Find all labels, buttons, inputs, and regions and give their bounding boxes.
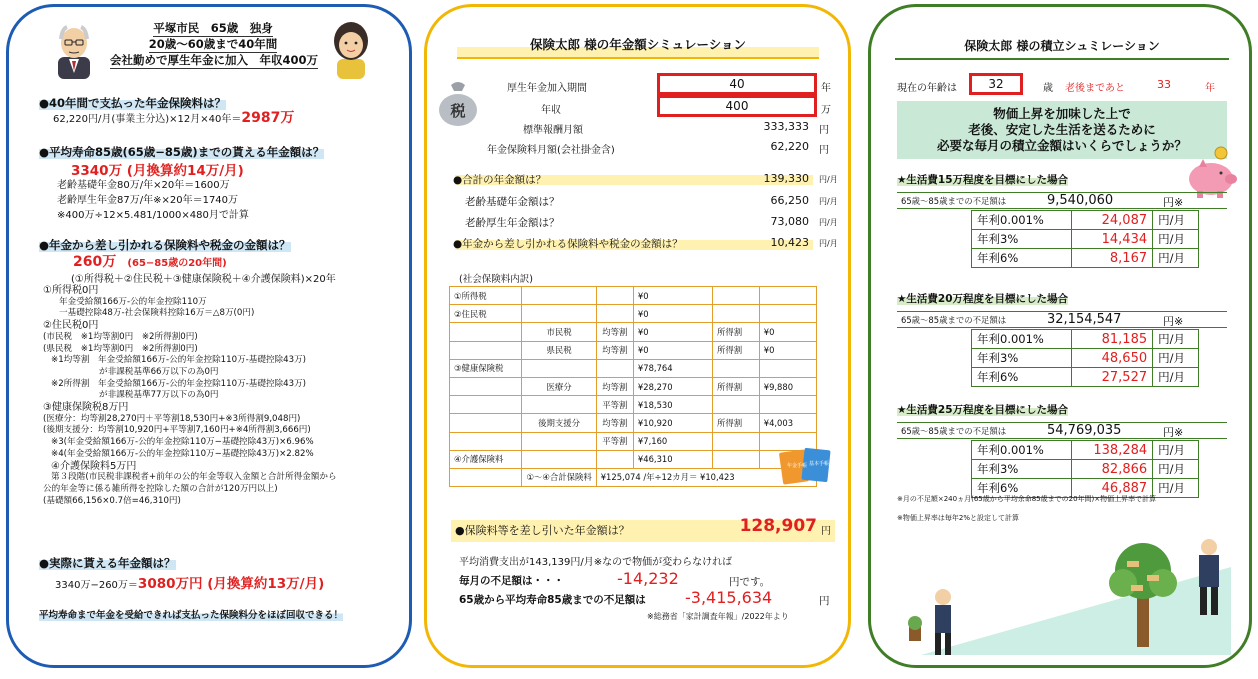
pension-books-icon [779,445,833,485]
monthly-shortfall-value: -14,232 [617,569,679,588]
total-shortfall-label: 65歳から平均寿命85歳までの不足額は [459,594,646,606]
deduction-unit: 円/月 [819,239,838,248]
rate-unit: 円/月 [1153,349,1199,368]
basic-pension-unit: 円/月 [819,197,838,206]
age-unit: 歳 [1043,83,1053,94]
social-cell: ¥18,530 [633,396,712,414]
social-cell: ¥0 [633,305,712,323]
rate-label: 年利0.001% [972,211,1072,230]
health-tax-line-4: ※4(年金受給額166万-公的年金控除110万−基礎控除43万)×2.82% [51,448,314,459]
income-tax-heading: ①所得税0円 [43,285,99,296]
rate-table [971,210,1199,268]
rate-label: 年利6% [972,479,1072,498]
shortage-suffix: 円※ [1163,315,1184,328]
rate-value: 138,284 [1071,441,1153,460]
social-cell [759,305,816,323]
premium-unit: 円 [819,145,829,156]
rate-unit: 円/月 [1153,441,1199,460]
social-cell: 県民税 [522,341,596,359]
q1-formula: 62,220円/月(事業主分込)×12月×40年＝ [53,114,242,125]
care-insurance-line-2: 公的年金等に係る雑所得を控除した額の合計が120万円以上) [43,483,278,494]
input-label-period: 厚生年金加入期間 [507,83,587,94]
tax-bag-icon [437,77,479,127]
rate-row [972,368,1199,387]
rate-label: 年利3% [972,230,1072,249]
social-cell [450,432,522,450]
social-cell: 所得割 [712,323,759,341]
rate-value: 82,866 [1071,460,1153,479]
shortage-label: 65歳〜85歳までの不足額は [901,426,1007,436]
monthly-shortfall-label: 毎月の不足額は・・・ [459,575,564,587]
social-cell [759,287,816,305]
social-cell: ¥0 [759,341,816,359]
middle-panel [424,4,851,668]
social-cell [522,305,596,323]
money-tree-illustration [891,527,1241,665]
shortage-suffix: 円※ [1163,196,1184,209]
social-cell: ¥28,270 [633,377,712,395]
social-cell: 医療分 [522,377,596,395]
q2-line-2: 老齢厚生年金87万/年※×20年＝1740万 [57,195,239,206]
question-banner [897,101,1227,159]
social-cell: ¥0 [633,287,712,305]
rate-value: 48,650 [1071,349,1153,368]
rate-value: 8,167 [1071,249,1153,268]
social-cell: ¥46,310 [633,450,712,468]
tax-icon-label: 税 [450,102,466,120]
social-cell [596,287,633,305]
social-cell [522,359,596,377]
social-cell: ¥9,880 [759,377,816,395]
social-cell [759,396,816,414]
deduction-value: 10,423 [770,236,809,249]
social-cell: ¥4,003 [759,414,816,432]
social-cell [712,450,759,468]
social-cell [712,305,759,323]
basic-pension-label: 老齢基礎年金額は？ [465,196,560,208]
resident-tax-line-4: が非課税基準66万以下の為0円 [99,366,219,377]
social-cell: ¥0 [633,341,712,359]
rate-label: 年利0.001% [972,330,1072,349]
profile-line-1: 平塚市民 65歳 独身 [153,21,273,35]
shortage-label: 65歳〜85歳までの不足額は [901,315,1007,325]
social-cell: ④介護保険料 [450,450,522,468]
rate-unit: 円/月 [1153,330,1199,349]
total-shortfall-value: -3,415,634 [685,588,773,607]
standard-pay-label: 標準報酬月額 [523,125,583,136]
social-cell [522,450,596,468]
social-cell: 市民税 [522,323,596,341]
health-tax-line-2: (後期支援分：均等割10,920円+平等割7,160円+※4所得割3,666円) [43,425,311,436]
social-row [450,287,817,305]
resident-tax-line-2: (県民税 ※1均等割0円 ※2所得割0円) [43,343,198,354]
q4-formula: 3340万−260万＝ [55,580,138,591]
net-pension-unit: 円 [821,526,831,537]
rate-row [972,441,1199,460]
rate-row [972,460,1199,479]
q3-result-note: (65−85歳の20年間) [127,258,227,269]
resident-tax-line-6: が非課税基準77万以下の為0円 [99,390,219,401]
simulation-title: 保険太郎 様の年金額シミュレーション [457,35,819,59]
footnote-2: ※物価上昇率は毎年2%と設定して計算 [897,514,1019,522]
book-label-1: 年金手帳 [787,463,808,469]
shortage-value: 54,769,035 [1047,423,1122,438]
social-cell [450,341,522,359]
social-row [450,450,817,468]
banner-line-3: 必要な毎月の積立金額はいくらでしょうか？ [937,138,1187,153]
social-cell: 均等割 [596,377,633,395]
rate-unit: 円/月 [1153,460,1199,479]
rate-row [972,230,1199,249]
rate-label: 年利6% [972,249,1072,268]
years-left-value: 33 [1157,78,1171,91]
employee-pension-label: 老齢厚生年金額は？ [465,217,560,229]
social-row [450,414,817,432]
social-cell: ¥78,764 [633,359,712,377]
piggy-bank-icon [1183,145,1241,199]
social-row [450,377,817,395]
years-left-label: 老後まであと [1065,83,1125,94]
plan-title: ★生活費15万程度を目標にした場合 [897,174,1069,186]
health-tax-heading: ③健康保険税8万円 [43,402,129,414]
rate-label: 年利3% [972,460,1072,479]
social-cell [759,359,816,377]
resident-tax-line-1: (市民税 ※1均等割0円 ※2所得割0円) [43,331,198,342]
social-cell: ¥125,074 /年÷12カ月＝ ¥10,423 [596,468,816,486]
rate-table [971,440,1199,498]
net-pension-label: ●保険料等を差し引いた年金額は？ [455,524,630,537]
left-footer-note: 平均寿命まで年金を受給できれば支払った保険料分をほぼ回収できる！ [39,610,344,621]
health-tax-line-3: ※3(年金受給額166万-公的年金控除110万−基礎控除43万)×6.96% [51,437,314,448]
book-label-2: 基本手帳 [809,461,830,467]
social-cell [450,468,522,486]
total-shortfall-unit: 円 [819,595,830,607]
rate-value: 14,434 [1071,230,1153,249]
social-row [450,323,817,341]
social-cell: ③健康保険税 [450,359,522,377]
monthly-shortfall-unit: 円です。 [729,576,771,588]
right-panel [868,4,1252,668]
social-cell: ¥0 [633,323,712,341]
elderly-man-icon [51,21,97,79]
input-label-income: 年収 [541,105,561,116]
rate-row [972,211,1199,230]
resident-tax-line-3: ※1均等割 年金受給額166万-公的年金控除110万-基礎控除43万) [51,355,307,366]
plan-title: ★生活費20万程度を目標にした場合 [897,293,1069,305]
social-insurance-table [449,286,817,487]
social-cell: 所得割 [712,414,759,432]
q1-result: 2987万 [241,110,295,126]
q1-heading: ●40年間で支払った年金保険料は？ [39,96,227,110]
years-left-unit: 年 [1205,83,1215,94]
social-cell: 所得割 [712,377,759,395]
plan-title: ★生活費25万程度を目標にした場合 [897,404,1069,416]
rate-unit: 円/月 [1153,249,1199,268]
shortage-value: 9,540,060 [1047,193,1114,208]
age-label: 現在の年齢は [897,83,957,94]
social-cell: 平等割 [596,432,633,450]
spending-note: 平均消費支出が143,139円/月※なので物価が変わらなければ [459,557,733,568]
total-pension-label: ●合計の年金額は？ [453,174,547,186]
rate-value: 46,887 [1071,479,1153,498]
profile-line-2: 20歳〜60歳まで40年間 [148,37,278,51]
rate-unit: 円/月 [1153,479,1199,498]
health-tax-line-1: (医療分：均等割28,270円＋平等割18,530円+※3所得割9,048円) [43,413,301,424]
input-unit-income: 万 [821,105,831,116]
q4-heading: ●実際に貰える年金額は？ [39,556,176,570]
social-cell [596,305,633,323]
social-row [450,432,817,450]
rate-label: 年利6% [972,368,1072,387]
banner-line-2: 老後、安定した生活を送るために [968,122,1156,137]
social-cell [450,396,522,414]
rate-label: 年利3% [972,349,1072,368]
q2-line-1: 老齢基礎年金80万/年×20年＝1600万 [57,180,230,191]
social-cell: ①〜④合計保険料 [522,468,596,486]
social-cell [712,287,759,305]
care-insurance-line-1: 第３段階(市民税非課税者+前年の公的年金等収入金額と合計所得金額から [51,472,337,483]
social-cell [596,450,633,468]
standard-pay-unit: 円 [819,125,829,136]
input-period[interactable]: 40 [657,73,817,95]
social-cell: 平等割 [596,396,633,414]
social-cell [522,396,596,414]
q3-heading: ●年金から差し引かれる保険料や税金の金額は？ [39,238,291,252]
q2-line-3: ※400万÷12×5.481/1000×480月で計算 [57,210,249,221]
q3-formula: (①所得税＋②住民税＋③健康保険税＋④介護保険料)×20年 [71,274,336,285]
social-cell [522,432,596,450]
resident-tax-line-5: ※2所得割 年金受給額166万-公的年金控除110万-基礎控除43万) [51,378,307,389]
q4-result: 3080万円 (月換算約13万/月) [137,576,325,592]
basic-pension-value: 66,250 [770,194,809,207]
q2-heading: ●平均寿命85歳(65歳−85歳)までの貰える年金額は？ [39,145,325,159]
shortage-row [897,192,1227,209]
employee-pension-value: 73,080 [770,215,809,228]
social-row [450,396,817,414]
total-pension-unit: 円/月 [819,175,838,184]
net-pension-value: 128,907 [739,516,817,536]
social-cell [712,432,759,450]
rate-row [972,249,1199,268]
social-cell: 均等割 [596,323,633,341]
rate-row [972,349,1199,368]
social-cell [450,323,522,341]
social-cell: ①所得税 [450,287,522,305]
social-cell: ¥10,920 [633,414,712,432]
social-cell: ②住民税 [450,305,522,323]
rate-label: 年利0.001% [972,441,1072,460]
social-row [450,305,817,323]
input-income[interactable]: 400 [657,95,817,117]
rate-unit: 円/月 [1153,368,1199,387]
elderly-woman-icon [329,19,373,79]
social-cell [522,287,596,305]
shortage-value: 32,154,547 [1047,312,1122,327]
deduction-label: ●年金から差し引かれる保険料や税金の金額は？ [453,238,683,250]
social-row [450,359,817,377]
rate-row [972,330,1199,349]
income-tax-line-2: 一基礎控除48万-社会保険料控除16万＝△8万(0円) [59,308,255,319]
shortage-suffix: 円※ [1163,426,1184,439]
profile-line-3: 会社勤めで厚生年金に加入 年収400万 [110,53,319,67]
premium-label: 年金保険料月額(会社掛金含) [487,145,615,156]
social-cell [450,414,522,432]
social-insurance-title: (社会保険料内訳) [459,274,533,285]
input-unit-period: 年 [821,83,831,94]
social-cell [596,359,633,377]
care-insurance-line-3: (基礎額66,156×0.7倍=46,310円) [43,495,181,506]
care-insurance-heading: ④介護保険料5万円 [51,460,137,472]
shortage-row [897,422,1227,439]
social-cell: 所得割 [712,341,759,359]
savings-title: 保険太郎 様の積立シュミレーション [895,37,1229,60]
social-cell: 後期支援分 [522,414,596,432]
resident-tax-heading: ②住民税0円 [43,320,99,332]
social-cell: 均等割 [596,414,633,432]
premium-value: 62,220 [770,140,809,153]
employee-pension-unit: 円/月 [819,218,838,227]
social-row [450,468,817,486]
left-panel [6,4,412,668]
social-row [450,341,817,359]
rate-table [971,329,1199,387]
social-cell [450,377,522,395]
footnote-1: ※月の不足額×240ヵ月(65歳から平均余命85歳までの20年間)×物価上昇率で計算 [897,495,1157,503]
social-cell [712,396,759,414]
rate-unit: 円/月 [1153,211,1199,230]
q3-result: 260万 [73,254,117,270]
banner-line-1: 物価上昇を加味した上で [993,106,1131,121]
social-cell [712,359,759,377]
social-cell: 均等割 [596,341,633,359]
age-input[interactable]: 32 [969,73,1023,95]
income-tax-line-1: 年金受給額166万-公的年金控除110万 [59,296,207,307]
rate-value: 27,527 [1071,368,1153,387]
standard-pay-value: 333,333 [763,120,809,133]
rate-value: 81,185 [1071,330,1153,349]
total-pension-value: 139,330 [763,172,809,185]
rate-value: 24,087 [1071,211,1153,230]
social-cell: ¥7,160 [633,432,712,450]
source-note: ※総務省「家計調査年報」/2022年より [647,612,789,621]
shortage-label: 65歳〜85歳までの不足額は [901,196,1007,206]
social-cell: ¥0 [759,323,816,341]
q2-result: 3340万 (月換算約14万/月) [71,163,244,179]
rate-unit: 円/月 [1153,230,1199,249]
shortage-row [897,311,1227,328]
